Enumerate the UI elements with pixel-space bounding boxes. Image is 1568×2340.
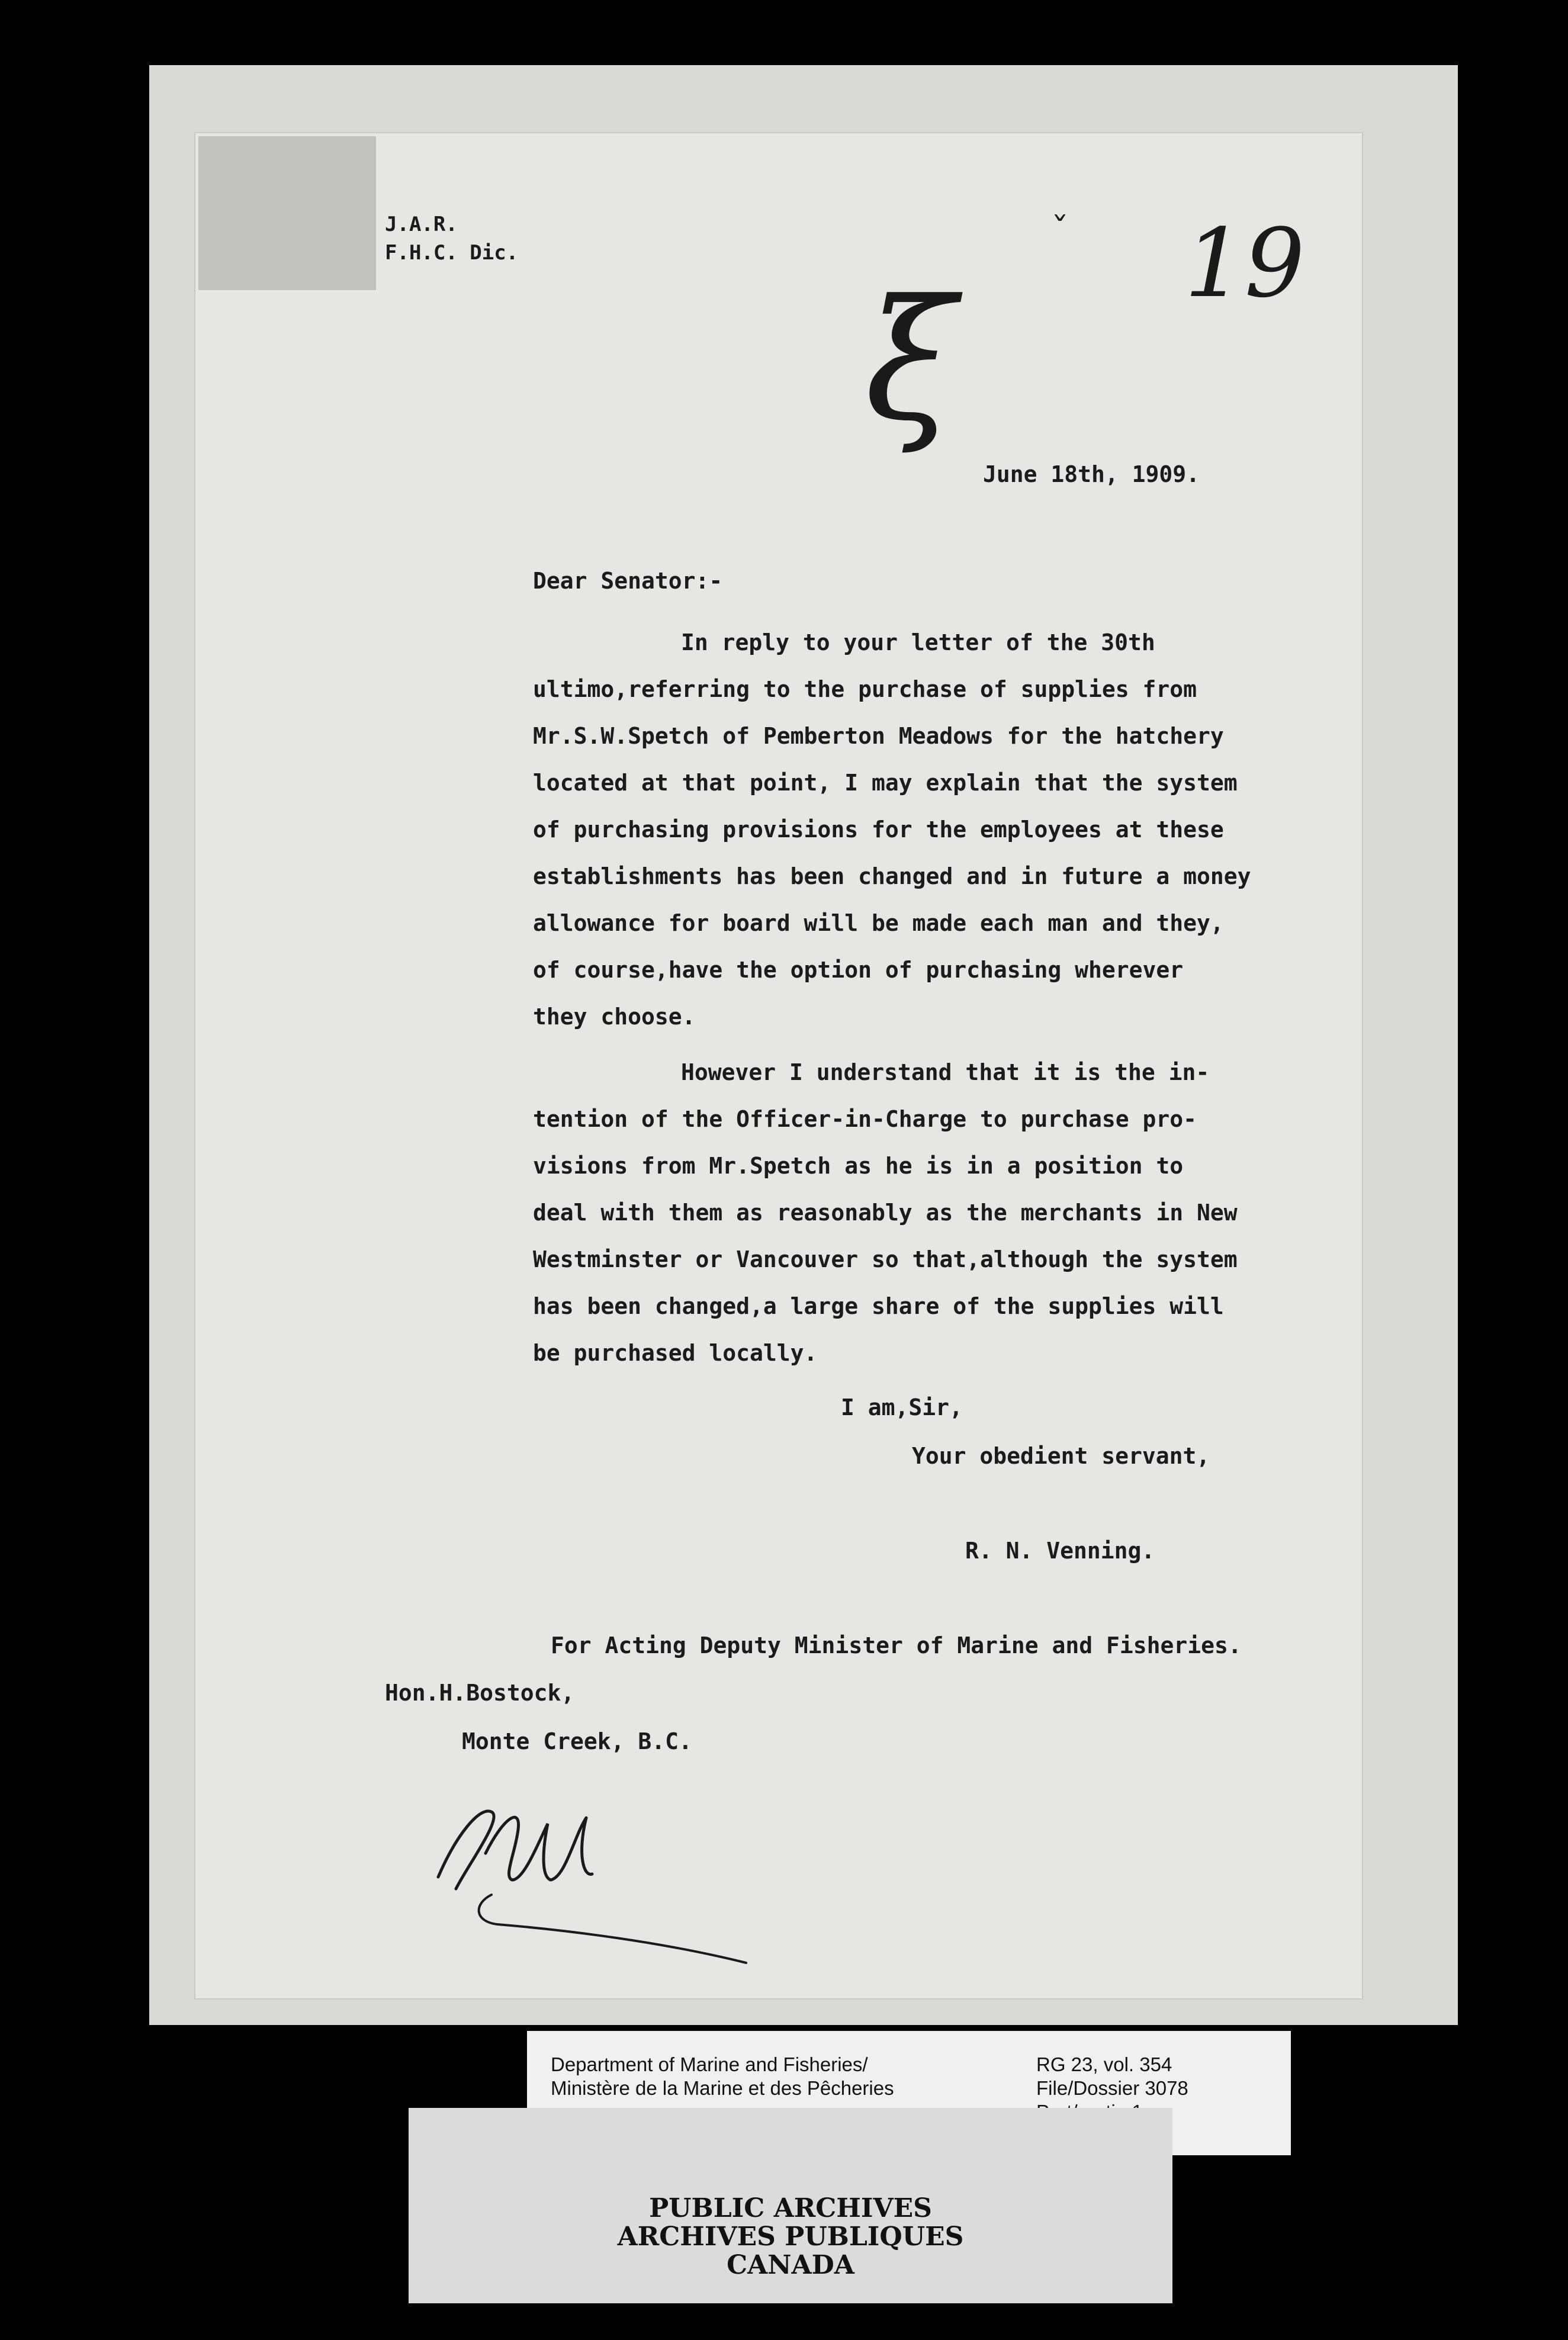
paragraph-line: located at that point, I may explain that the system <box>533 770 1238 796</box>
paragraph-line: of purchasing provisions for the employees at these <box>533 817 1224 843</box>
paragraph-line: However I understand that it is the in- <box>681 1059 1210 1085</box>
paragraph-1 <box>533 619 1303 1040</box>
tick-mark: ˇ <box>1051 210 1069 252</box>
department-fr: Ministère de la Marine et des Pêcheries <box>551 2077 894 2099</box>
paragraph-line: Mr.S.W.Spetch of Pemberton Meadows for the hatchery <box>533 723 1224 749</box>
initials-line-2: F.H.C. Dic. <box>385 241 519 265</box>
recipient-address: Monte Creek, B.C. <box>462 1728 692 1754</box>
paragraph-line: of course,have the option of purchasing wherever <box>533 957 1184 983</box>
handwritten-initials-signature <box>415 1753 770 1966</box>
paragraph-line: ultimo,referring to the purchase of supplies from <box>533 676 1197 702</box>
tape-mark <box>198 136 376 290</box>
stamp-line-3: CANADA <box>727 2250 854 2280</box>
paragraph-line: has been changed,a large share of the supplies will <box>533 1293 1224 1319</box>
stamp-line-2: ARCHIVES PUBLIQUES <box>617 2222 964 2252</box>
paragraph-line: Westminster or Vancouver so that,although the system <box>533 1246 1238 1272</box>
paragraph-line: they choose. <box>533 1004 696 1030</box>
handwritten-e: ξ <box>865 265 956 458</box>
stamp-line-1: PUBLIC ARCHIVES <box>649 2193 932 2223</box>
salutation: Dear Senator:- <box>533 568 723 594</box>
paragraph-line: In reply to your letter of the 30th <box>681 629 1155 655</box>
paragraph-line: establishments has been changed and in future a money <box>533 863 1251 889</box>
archive-stamp-card <box>409 2108 1172 2303</box>
initials-line-1: J.A.R. <box>385 213 458 236</box>
paragraph-line: tention of the Officer-in-Charge to purchase pro- <box>533 1106 1197 1132</box>
record-group: RG 23, vol. 354 <box>1036 2053 1172 2075</box>
letter-date: June 18th, 1909. <box>983 461 1200 487</box>
closing-1: I am,Sir, <box>841 1394 963 1420</box>
recipient-name: Hon.H.Bostock, <box>385 1680 575 1706</box>
signatory-name: R. N. Venning. <box>965 1538 1155 1564</box>
signatory-title: For Acting Deputy Minister of Marine and Fisheries. <box>551 1632 1242 1658</box>
paragraph-line: deal with them as reasonably as the merchants in New <box>533 1200 1238 1226</box>
file-number: File/Dossier 3078 <box>1036 2077 1188 2099</box>
paragraph-2 <box>533 1049 1303 1377</box>
closing-2: Your obedient servant, <box>912 1443 1210 1469</box>
paragraph-line: visions from Mr.Spetch as he is in a position to <box>533 1153 1184 1179</box>
paragraph-line: allowance for board will be made each man and they, <box>533 910 1224 936</box>
department-en: Department of Marine and Fisheries/ <box>551 2053 868 2075</box>
handwritten-folio: 19 <box>1184 208 1305 319</box>
paragraph-line: be purchased locally. <box>533 1340 818 1366</box>
